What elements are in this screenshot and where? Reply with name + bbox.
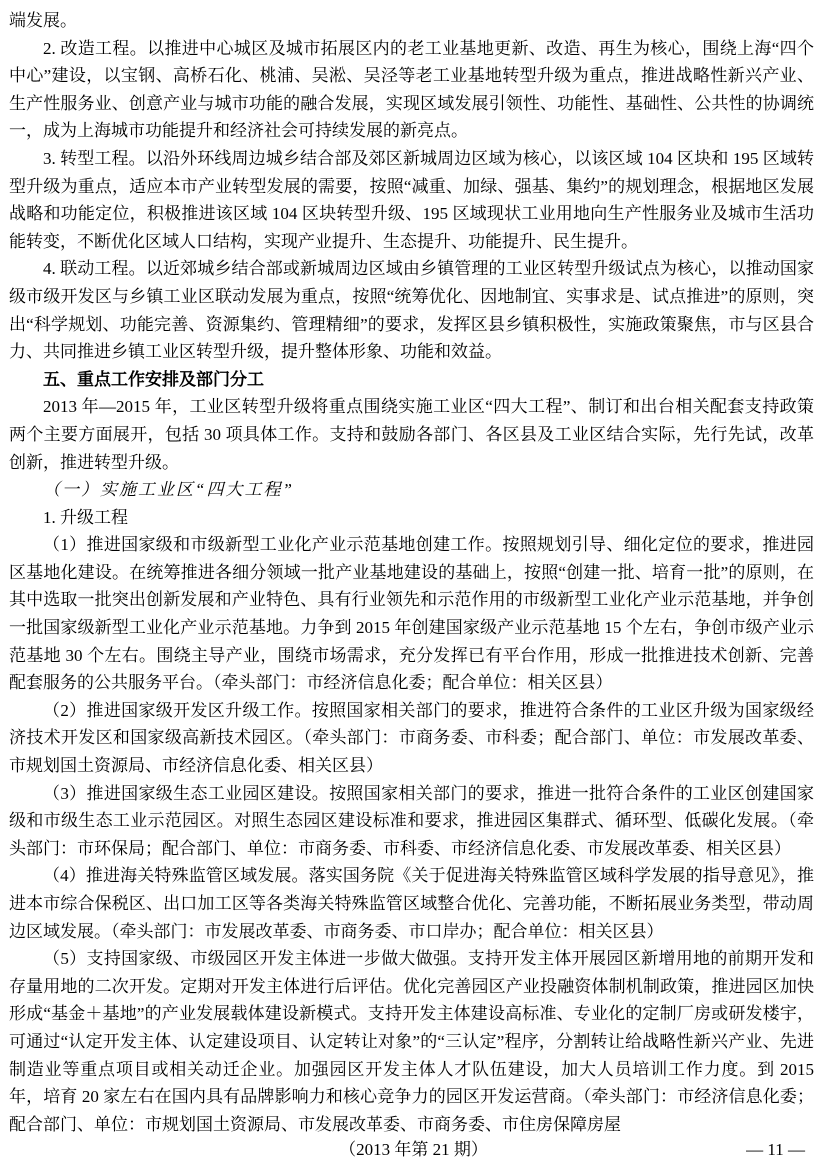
paragraph: （一）实施工业区“四大工程” [43,480,294,500]
paragraph: 2. 改造工程。以推进中心城区及城市拓展区内的老工业基地更新、改造、再生为核心，围绕上海“四个中心”建设，以宝钢、高桥石化、桃浦、吴淞、吴泾等老工业基地转型升级为重点，推进战略性新兴产业、生产性服务业、创意产业与城市功能的融合发展，实现区域发展引领性、功能性、基础性、公共性的协调统一，成为上海城市功能提升和经济社会可持续发展的新亮点。 [9,38,814,141]
paragraph: （3）推进国家级生态工业园区建设。按照国家相关部门的要求，推进一批符合条件的工业区创建国家级和市级生态工业示范园区。对照生态园区建设标准和要求，推进园区集群式、循环型、低碳化发展。（牵头部门：市环保局；配合部门、单位：市商务委、市科委、市经济信息化委、市发展改革委、相关区县） [9,783,814,858]
paragraph: 2013 年—2015 年，工业区转型升级将重点围绕实施工业区“四大工程”、制订和出台相关配套支持政策两个主要方面展开，包括 30 项具体工作。支持和鼓励各部门、各区县及工业区结合实际，先行先试，改革创新，推进转型升级。 [9,397,814,472]
paragraph: 4. 联动工程。以近郊城乡结合部或新城周边区域由乡镇管理的工业区转型升级试点为核心，以推动国家级市级开发区与乡镇工业区联动发展为重点，按照“统筹优化、因地制宜、实事求是、试点推进”的原则，突出“科学规划、功能完善、资源集约、管理精细”的要求，发挥区县乡镇积极性，实施政策聚焦，市与区县合力、共同推进乡镇工业区转型升级，提升整体形象、功能和效益。 [9,259,814,362]
paragraph: 1. 升级工程 [43,507,128,527]
paragraph: 五、重点工作安排及部门分工 [43,369,264,389]
footer-page-number: — 11 — [746,1140,805,1159]
paragraph: （2）推进国家级开发区升级工作。按照国家相关部门的要求，推进符合条件的工业区升级为国家级经济技术开发区和国家级高新技术园区。（牵头部门：市商务委、市科委；配合部门、单位：市发展改革委、市规划国土资源局、市经济信息化委、相关区县） [9,700,814,776]
paragraph: （5）支持国家级、市级园区开发主体进一步做大做强。支持开发主体开展园区新增用地的前期开发和存量用地的二次开发。定期对开发主体进行后评估。优化完善园区产业投融资体制机制政策，推进园区加快形成“基金＋基地”的产业发展载体建设新模式。支持开发主体建设高标准、专业化的定制厂房或研发楼宇，可通过“认定开发主体、认定建设项目、认定转让对象”的“三认定”程序，分割转让给战略性新兴产业、先进制造业等重点项目或相关动迁企业。加强园区开发主体人才队伍建设，加大人员培训工作力度。到 2015 年，培育 20 家左右在国内具有品牌影响力和核心竞争力的园区开发运营商。（牵头部门：市经济信息化委；配合部门、单位：市规划国土资源局、市发展改革委、市商务委、市住房保障房屋 [9,949,814,1134]
paragraph: 3. 转型工程。以沿外环线周边城乡结合部及郊区新城周边区域为核心，以该区域 104 区块和 195 区域转型升级为重点，适应本市产业转型发展的需要，按照“减重、加绿、强基、集约”的规划理念，根据地区发展战略和功能定位，积极推进该区域 104 区块转型升级、195 区域现状工业用地向生产性服务业及城市生活功能转变，不断优化区域人口结构，实现产业提升、生态提升、功能提升、民生提升。 [9,148,814,251]
page-footer [0,1136,827,1164]
paragraph: （1）推进国家级和市级新型工业化产业示范基地创建工作。按照规划引导、细化定位的要求，推进园区基地化建设。在统筹推进各细分领域一批产业基地建设的基础上，按照“创建一批、培育一批”的原则，在其中选取一批突出创新发展和产业特色、具有行业领先和示范作用的市级新型工业化产业示范基地，并争创一批国家级新型工业化产业示范基地。力争到 2015 年创建国家级产业示范基地 15 个左右，争创市级产业示范基地 30 个左右。围绕主导产业，围绕市场需求，充分发挥已有平台作用，形成一批推进技术创新、完善配套服务的公共服务平台。（牵头部门：市经济信息化委；配合单位：相关区县） [9,535,814,693]
paragraph: （4）推进海关特殊监管区域发展。落实国务院《关于促进海关特殊监管区域科学发展的指导意见》，推进本市综合保税区、出口加工区等各类海关特殊监管区域整合优化、完善功能，不断拓展业务类型，带动周边区域发展。（牵头部门：市发展改革委、市商务委、市口岸办；配合单位：相关区县） [9,866,814,941]
document-content [9,7,814,1138]
footer-issue-label: （2013 年第 21 期） [339,1140,488,1159]
paragraph: 端发展。 [9,11,77,30]
